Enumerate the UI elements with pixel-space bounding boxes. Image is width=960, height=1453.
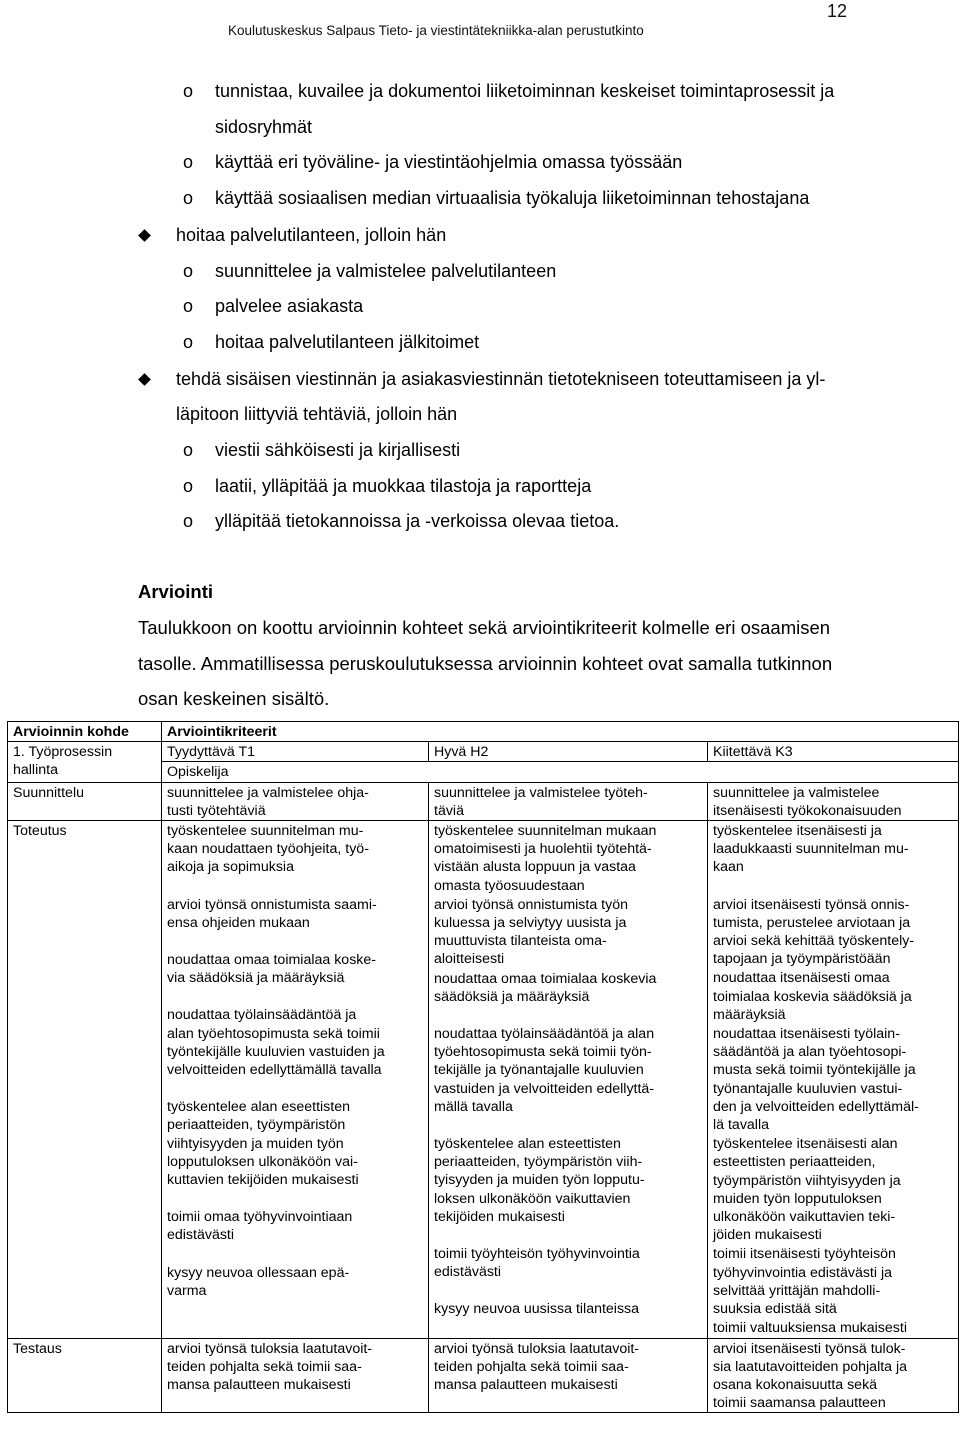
list-item: hoitaa palvelutilanteen, jolloin hän: [176, 225, 447, 245]
list-bullet: o: [183, 296, 194, 316]
criterion: toimii itsenäisesti työyhteisön työhyvinvointia edistävästi ja selvittää yrittäjän mahdolli- suuksia edistää sitä: [713, 1246, 896, 1318]
cell-testing: Testaus: [8, 1338, 162, 1413]
list-item: laatii, ylläpitää ja muokkaa tilastoja ja raportteja: [215, 476, 592, 496]
criterion: noudattaa työlainsäädäntöä ja alan työehtosopimusta sekä toimii työn- tekijälle ja työnantajalle kuuluvien vastuiden ja velvoitteiden edellyttä- mällä tavalla: [434, 1026, 655, 1115]
cell-implementation: Toteutus: [8, 821, 162, 1338]
cell-implementation-k3: [708, 821, 959, 1338]
list-bullet: o: [183, 188, 194, 208]
cell-planning-t1: suunnittelee ja valmistelee ohja- tusti työtehtäviä: [162, 782, 429, 820]
list-item: käyttää sosiaalisen median virtuaalisia työkaluja liiketoiminnan tehostajana: [215, 188, 810, 208]
table-row: [8, 722, 959, 742]
criterion: työskentelee itsenäisesti ja laadukkaasti suunnitelman mu- kaan: [713, 823, 909, 876]
cell-testing-t1: arvioi työnsä tuloksia laatutavoit- teiden pohjalta sekä toimii saa- mansa palautteen mukaisesti: [162, 1338, 429, 1413]
criterion: arvioi työnsä onnistumista työn kuluessa ja selviytyy uusista ja muuttuvista tilanteista oma- aloitteisesti: [434, 896, 628, 968]
criterion: toimii työyhteisön työhyvinvointia edistävästi: [434, 1246, 640, 1281]
section-paragraph-line: osan keskeinen sisältö.: [138, 688, 330, 709]
target-area-line: 1. Työprosessin: [13, 744, 113, 761]
level-t1: Tyydyttävä T1: [162, 742, 429, 762]
level-k3: Kiitettävä K3: [708, 742, 959, 762]
list-item: suunnittelee ja valmistelee palvelutilanteen: [215, 261, 557, 281]
list-item: käyttää eri työväline- ja viestintäohjelmia omassa työssään: [215, 152, 683, 172]
cell-planning-k3: suunnittelee ja valmistelee itsenäisesti työkokonaisuuden: [708, 782, 959, 820]
list-bullet: o: [183, 511, 194, 531]
criterion: toimii omaa työhyvinvointiaan edistävästi: [167, 1209, 353, 1244]
cell-student: Opiskelija: [162, 762, 959, 782]
criterion: kysyy neuvoa ollessaan epä- varma: [167, 1264, 350, 1299]
cell-planning-h2: suunnittelee ja valmistelee työteh- täviä: [429, 782, 708, 820]
list-item-continuation: sidosryhmät: [215, 117, 313, 137]
criterion: työskentelee alan esteettisten periaatteiden, työympäristön viih- tyisyyden ja muiden työn lopputu- loksen ulkonäköön vaikuttavien tekijöiden mukaisesti: [434, 1136, 645, 1225]
cell-planning: Suunnittelu: [8, 782, 162, 820]
list-bullet: o: [183, 261, 194, 281]
assessment-criteria-table: [7, 721, 959, 1413]
list-item: tehdä sisäisen viestinnän ja asiakasviestinnän tietotekniseen toteuttamiseen ja yl-: [176, 369, 826, 389]
criterion: työskentelee alan eseettisten periaatteiden, työympäristön viihtyisyyden ja muiden työn lopputuloksen ulkonäköön vai- kuttavien tekijöiden mukaisesti: [167, 1099, 359, 1189]
criterion: noudattaa työlainsäädäntöä ja alan työehtosopimusta sekä toimii työntekijälle kuuluvien vastuiden ja velvoitteiden edellyttämällä tavalla: [167, 1007, 385, 1079]
level-h2: Hyvä H2: [429, 742, 708, 762]
list-bullet: o: [183, 81, 194, 101]
criterion: noudattaa itsenäisesti omaa toimialaa koskevia säädöksiä ja määräyksiä: [713, 970, 912, 1023]
list-item: ylläpitää tietokannoissa ja -verkoissa olevaa tietoa.: [215, 511, 620, 531]
cell-implementation-h2: [429, 821, 708, 1338]
page-header: [0, 0, 960, 45]
list-item: hoitaa palvelutilanteen jälkitoimet: [215, 332, 480, 352]
list-item: tunnistaa, kuvailee ja dokumentoi liiketoiminnan keskeiset toimintaprosessit ja: [215, 81, 835, 101]
list-bullet: o: [183, 152, 194, 172]
cell-implementation-t1: [162, 821, 429, 1338]
cell-testing-k3: arvioi itsenäisesti työnsä tulok- sia laatutavoitteiden pohjalta ja osana kokonaisuutta sekä toimii saamansa palautteen: [708, 1338, 959, 1413]
section-paragraph-line: Taulukkoon on koottu arvioinnin kohteet sekä arviointikriteerit kolmelle eri osaamisen: [138, 617, 831, 638]
criterion: noudattaa omaa toimialaa koskevia säädöksiä ja määräyksiä: [434, 970, 657, 1005]
criterion: kysyy neuvoa uusissa tilanteissa: [434, 1301, 640, 1318]
header-cell-target: Arvioinnin kohde: [8, 722, 162, 742]
diamond-bullet-icon: [138, 373, 151, 386]
criterion: työskentelee suunnitelman mukaan omatoimisesti ja huolehtii työtehtä- vistään alusta loppuun ja vastaa omasta työosuudestaan: [434, 823, 657, 894]
target-area-line: hallinta: [13, 762, 58, 779]
table-row: [8, 742, 959, 762]
diamond-bullet-icon: [138, 229, 151, 242]
list-bullet: o: [183, 440, 194, 460]
criterion: työskentelee suunnitelman mu- kaan noudattaen työohjeita, työ- aikoja ja sopimuksia: [167, 823, 369, 876]
header-title: Koulutuskeskus Salpaus Tieto- ja viestintätekniikka-alan perustutkinto: [228, 23, 644, 38]
criterion: arvioi itsenäisesti työnsä onnis- tumista, perustelee arviotaan ja arvioi sekä kehittää työskentely- tapojaan ja työympäristöään: [713, 896, 915, 968]
list-bullet: o: [183, 332, 194, 352]
list-item: palvelee asiakasta: [215, 296, 364, 316]
cell-target-area: [8, 742, 162, 782]
section-paragraph-line: tasolle. Ammatillisessa peruskoulutuksessa arvioinnin kohteet ovat samalla tutkinnon: [138, 653, 833, 674]
criterion: arvioi työnsä onnistumista saami- ensa ohjeiden mukaan: [167, 896, 377, 931]
criterion: noudattaa omaa toimialaa koske- via säädöksiä ja määräyksiä: [167, 952, 376, 987]
list-item: viestii sähköisesti ja kirjallisesti: [215, 440, 461, 460]
criterion: toimii valtuuksiensa mukaisesti: [713, 1320, 907, 1337]
list-item-continuation: läpitoon liittyviä tehtäviä, jolloin hän: [176, 404, 458, 424]
table-row: [8, 821, 959, 1338]
table-row: [8, 1338, 959, 1413]
criterion: työskentelee itsenäisesti alan esteettisten periaatteiden, työympäristön viihtyisyyden ja muiden työn lopputuloksen ulkonäköön vaikuttavien teki- jöiden mukaisesti: [713, 1136, 901, 1244]
cell-testing-h2: arvioi työnsä tuloksia laatutavoit- teiden pohjalta sekä toimii saa- mansa palautteen mukaisesti: [429, 1338, 708, 1413]
table-row: [8, 782, 959, 820]
list-bullet: o: [183, 476, 194, 496]
criterion: noudattaa itsenäisesti työlain- säädäntöä ja alan työehtosopi- musta sekä toimii työntekijälle ja työnantajalle kuuluvien vastui- den ja velvoitteiden edellyttämäl- lä tavalla: [713, 1026, 919, 1134]
page-number: 12: [826, 1, 847, 21]
section-title: Arviointi: [138, 581, 214, 602]
header-cell-criteria: Arviointikriteerit: [162, 722, 959, 742]
